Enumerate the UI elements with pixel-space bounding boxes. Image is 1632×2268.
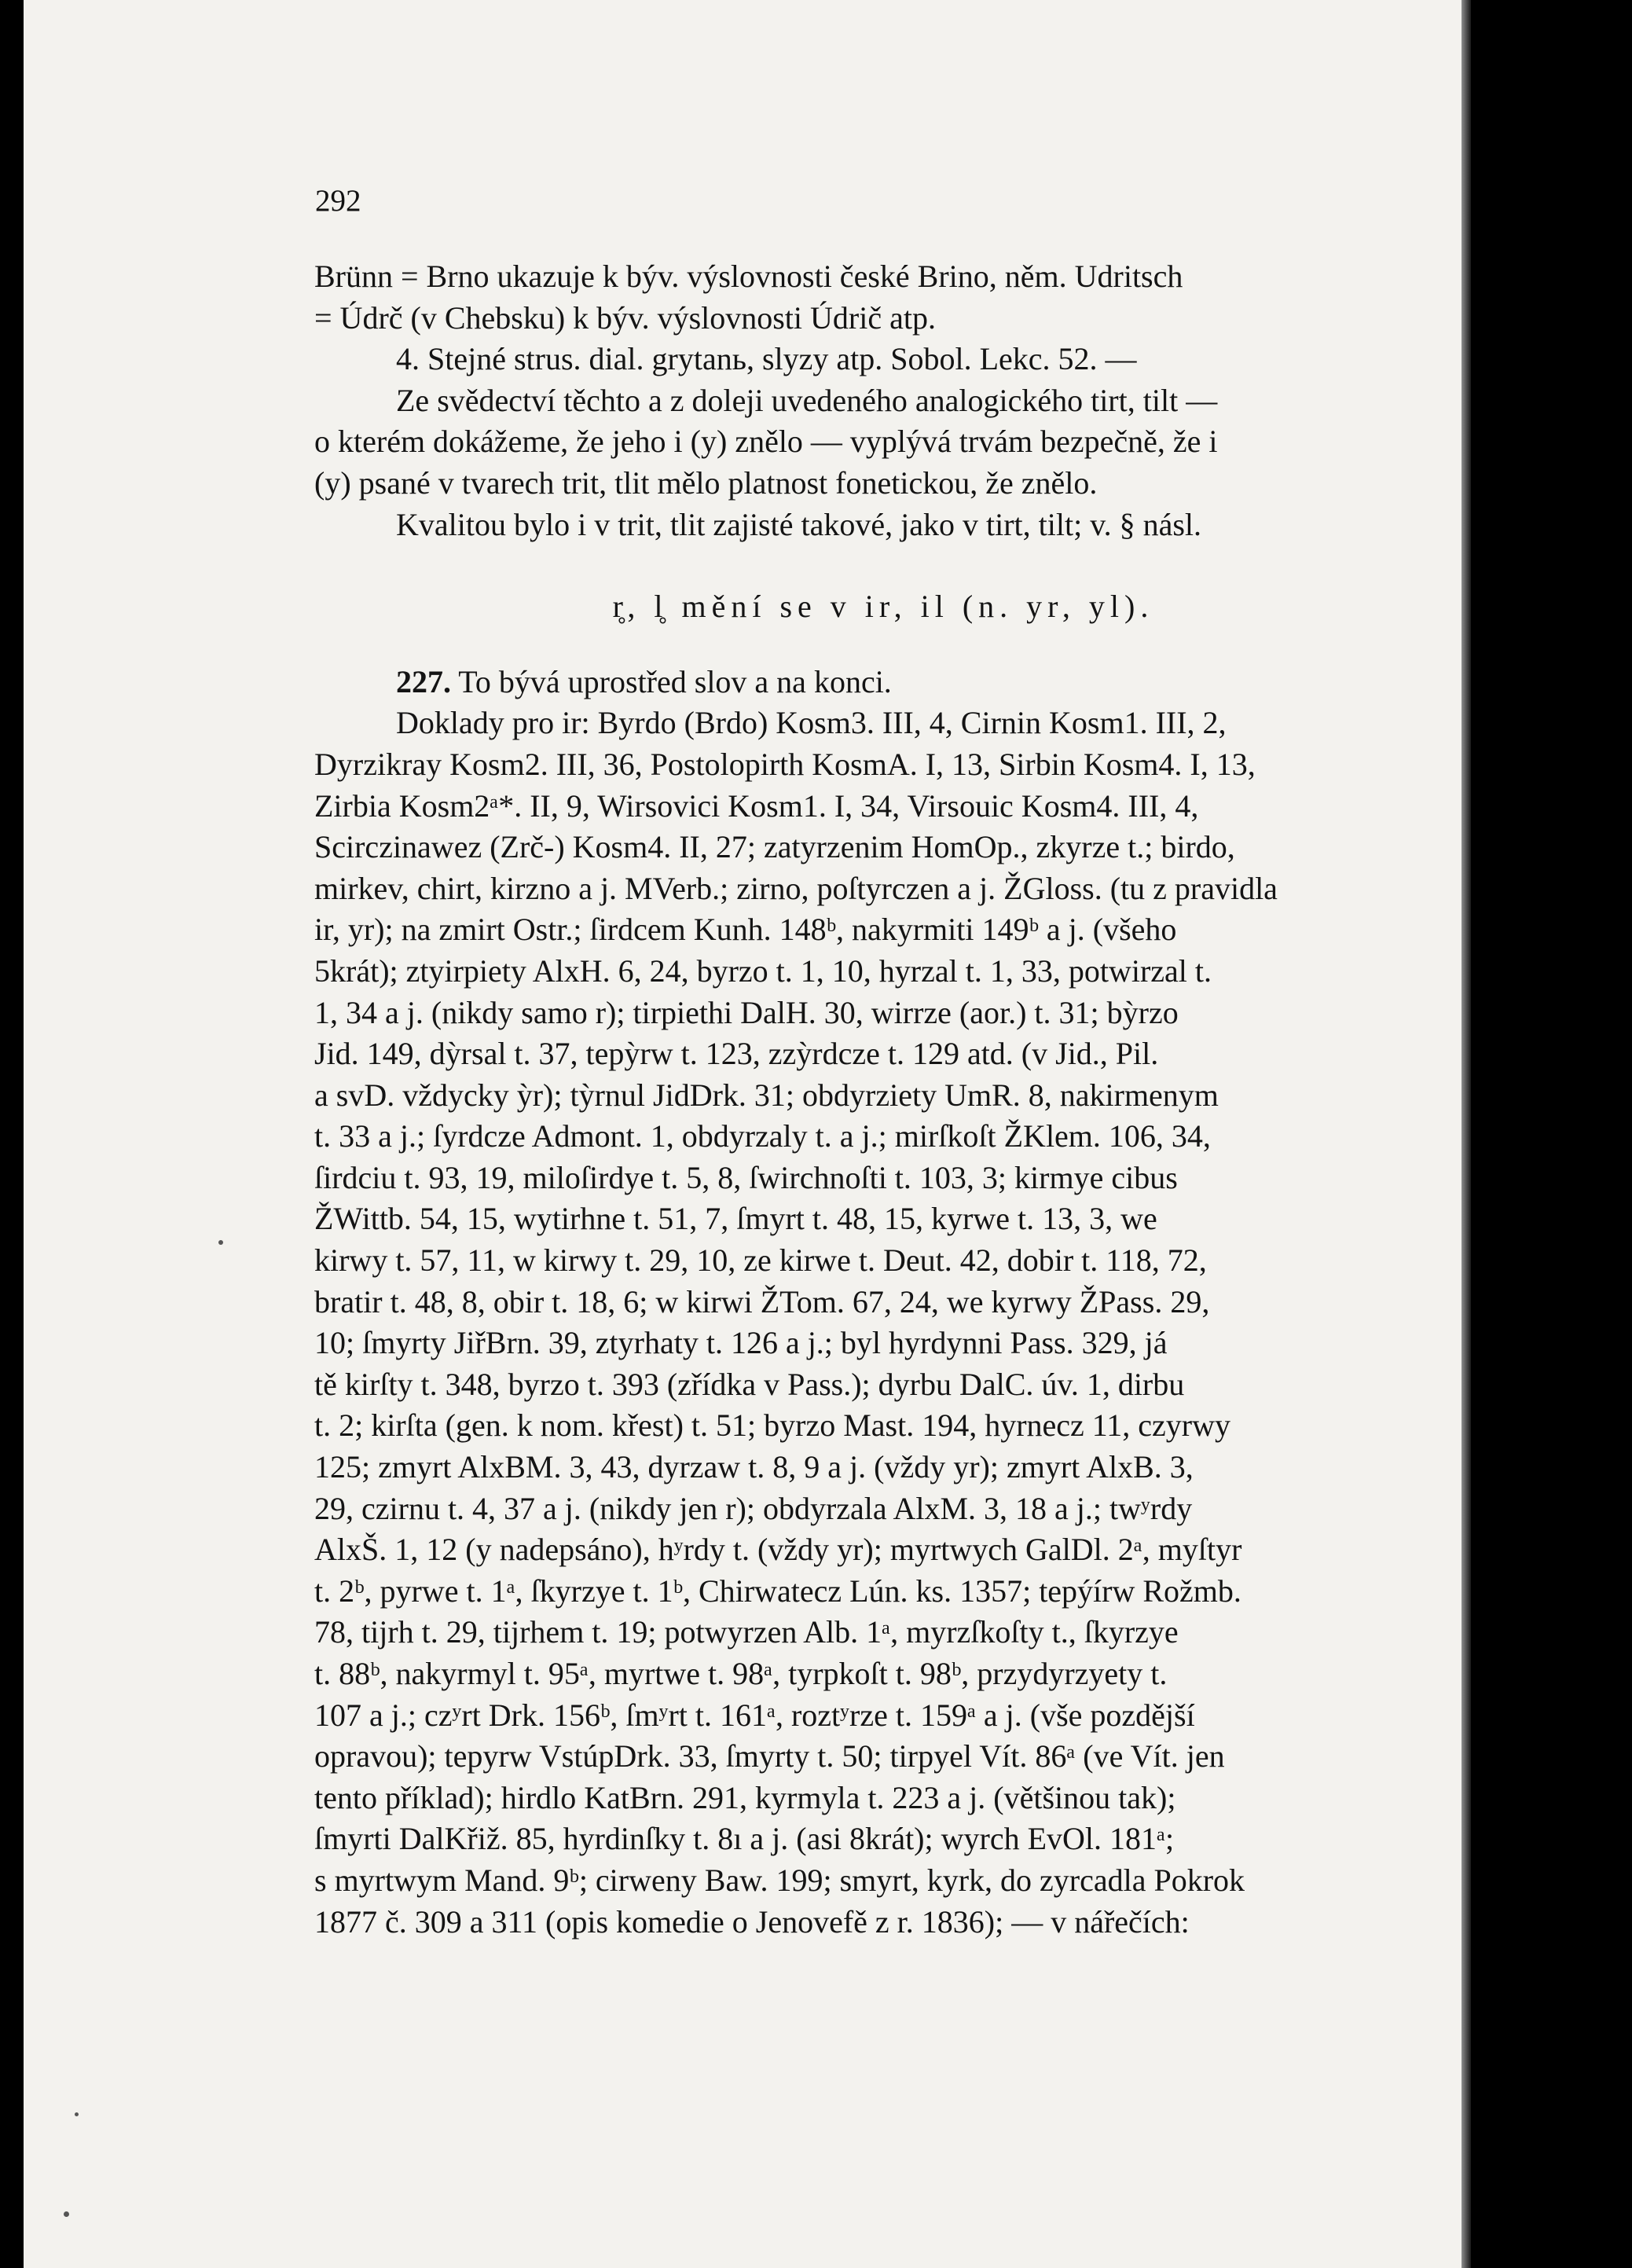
text-line: 29, czirnu t. 4, 37 a j. (nikdy jen r); obdyrzala AlxM. 3, 18 a j.; twʸrdy [314,1490,1193,1526]
scan-speck [64,2211,69,2217]
text-line: Brünn = Brno ukazuje k býv. výslovnosti české Brino, něm. Udritsch [314,259,1183,294]
text-line: Doklady pro ir: Byrdo (Brdo) Kosm3. III, 4, Cirnin Kosm1. III, 2, [396,705,1227,741]
text-line: tě kirſty t. 348, byrzo t. 393 (zřídka v Pass.); dyrbu DalC. úv. 1, dirbu [314,1366,1185,1402]
text-line: 107 a j.; czʸrt Drk. 156ᵇ, ſmʸrt t. 161ᵃ, roztʸrze t. 159ᵃ a j. (vše pozdější [314,1697,1195,1733]
text-line: tento příklad); hirdlo KatBrn. 291, kyrmyla t. 223 a j. (většinou tak); [314,1779,1176,1815]
scan-speck [218,1240,223,1245]
page-edge-shadow [1461,0,1471,2268]
text-line: t. 33 a j.; ſyrdcze Admont. 1, obdyrzaly t. a j.; mirſkoſt ŽKlem. 106, 34, [314,1118,1211,1154]
text-line: 5krát); ztyirpiety AlxH. 6, 24, byrzo t. 1, 10, hyrzal t. 1, 33, potwirzal t. [314,952,1212,989]
scan-speck [75,2112,79,2116]
text-line: Jid. 149, dỳrsal t. 37, tepỳrw t. 123, zzỳrdcze t. 129 atd. (v Jid., Pil. [314,1036,1159,1072]
text-line: a svD. vždycky ỳr); tỳrnul JidDrk. 31; obdyrziety UmR. 8, nakirmenym [314,1077,1219,1113]
text-line: = Údrč (v Chebsku) k býv. výslovnosti Údrič atp. [314,299,936,336]
text-line: Kvalitou bylo i v trit, tlit zajisté takové, jako v tirt, tilt; v. § násl. [396,506,1202,542]
text-line: ir, yr); na zmirt Ostr.; ſirdcem Kunh. 148ᵇ, nakyrmiti 149ᵇ a j. (všeho [314,912,1177,948]
text-line: t. 88ᵇ, nakyrmyl t. 95ᵃ, myrtwe t. 98ᵃ, tyrpkoſt t. 98ᵇ, przydyrzyety t. [314,1656,1168,1691]
text-line: ſirdciu t. 93, 19, miloſirdye t. 5, 8, ſwirchnoſti t. 103, 3; kirmye cibus [314,1159,1178,1195]
section-lead-line [314,662,1452,703]
text-line: ŽWittb. 54, 15, wytirhne t. 51, 7, ſmyrt t. 48, 15, kyrwe t. 13, 3, we [314,1201,1157,1237]
text-line: mirkev, chirt, kirzno a j. MVerb.; zirno, poſtyrczen a j. ŽGloss. (tu z pravidla [314,870,1278,906]
text-line: 1, 34 a j. (nikdy samo r); tirpiethi DalH. 30, wirrze (aor.) t. 31; bỳrzo [314,994,1179,1030]
text-line: 1877 č. 309 a 311 (opis komedie o Jenovefě z r. 1836); — v nářečích: [314,1903,1190,1940]
text-line: AlxŠ. 1, 12 (y nadepsáno), hʸrdy t. (vždy yr); myrtwych GalDl. 2ᵃ, myſtyr [314,1532,1242,1568]
text-line: t. 2ᵇ, pyrwe t. 1ᵃ, ſkyrzye t. 1ᵇ, Chirwatecz Lún. ks. 1357; tepýírw Rožmb. [314,1573,1241,1609]
text-line: 10; ſmyrty JiřBrn. 39, ztyrhaty t. 126 a j.; byl hyrdynni Pass. 329, já [314,1325,1168,1361]
text-line: Dyrzikray Kosm2. III, 36, Postolopirth KosmA. I, 13, Sirbin Kosm4. I, 13, [314,746,1256,782]
text-line: Zirbia Kosm2ᵃ*. II, 9, Wirsovici Kosm1. I, 34, Virsouic Kosm4. III, 4, [314,787,1199,824]
text-line: bratir t. 48, 8, obir t. 18, 6; w kirwi ŽTom. 67, 24, we kyrwy ŽPass. 29, [314,1283,1210,1319]
page-number: 292 [315,184,361,218]
text-line: opravou); tepyrw VstúpDrk. 33, ſmyrty t. 50; tirpyel Vít. 86ᵃ (ve Vít. jen [314,1738,1225,1774]
text-line: 125; zmyrt AlxBM. 3, 43, dyrzaw t. 8, 9 a j. (vždy yr); zmyrt AlxB. 3, [314,1449,1194,1485]
text-line: kirwy t. 57, 11, w kirwy t. 29, 10, ze kirwe t. Deut. 42, dobir t. 118, 72, [314,1242,1207,1279]
section-lead: To bývá uprostřed slov a na konci. [458,663,892,699]
text-line: t. 2; kirſta (gen. k nom. křest) t. 51; byrzo Mast. 194, hyrnecz 11, czyrwy [314,1407,1231,1444]
text-line: (y) psané v tvarech trit, tlit mělo platnost fonetickou, že znělo. [314,464,1098,501]
text-line: Scirczinawez (Zrč-) Kosm4. II, 27; zatyrzenim HomOp., zkyrze t.; birdo, [314,829,1235,865]
section-number: 227. [396,663,451,699]
page-body [314,256,1452,1943]
text-line: ſmyrti DalKřiž. 85, hyrdinſky t. 8ı a j. (asi 8krát); wyrch EvOl. 181ᵃ; [314,1821,1175,1857]
text-line: o kterém dokážeme, že jeho i (y) znělo — vyplývá trvám bezpečně, že i [314,424,1218,460]
section-heading: r̥, l̥ mění se v ir, il (n. yr, yl). [612,589,1154,625]
text-line: 78, tijrh t. 29, tijrhem t. 19; potwyrzen Alb. 1ᵃ, myrzſkoſty t., ſkyrzye [314,1614,1179,1650]
text-line: 4. Stejné strus. dial. grytanь, slyzy atp. Sobol. Lekc. 52. — [396,341,1137,377]
text-line: s myrtwym Mand. 9ᵇ; cirweny Baw. 199; smyrt, kyrk, do zyrcadla Pokrok [314,1862,1245,1898]
text-line: Ze svědectví těchto a z doleji uvedeného analogického tirt, tilt — [396,382,1218,418]
